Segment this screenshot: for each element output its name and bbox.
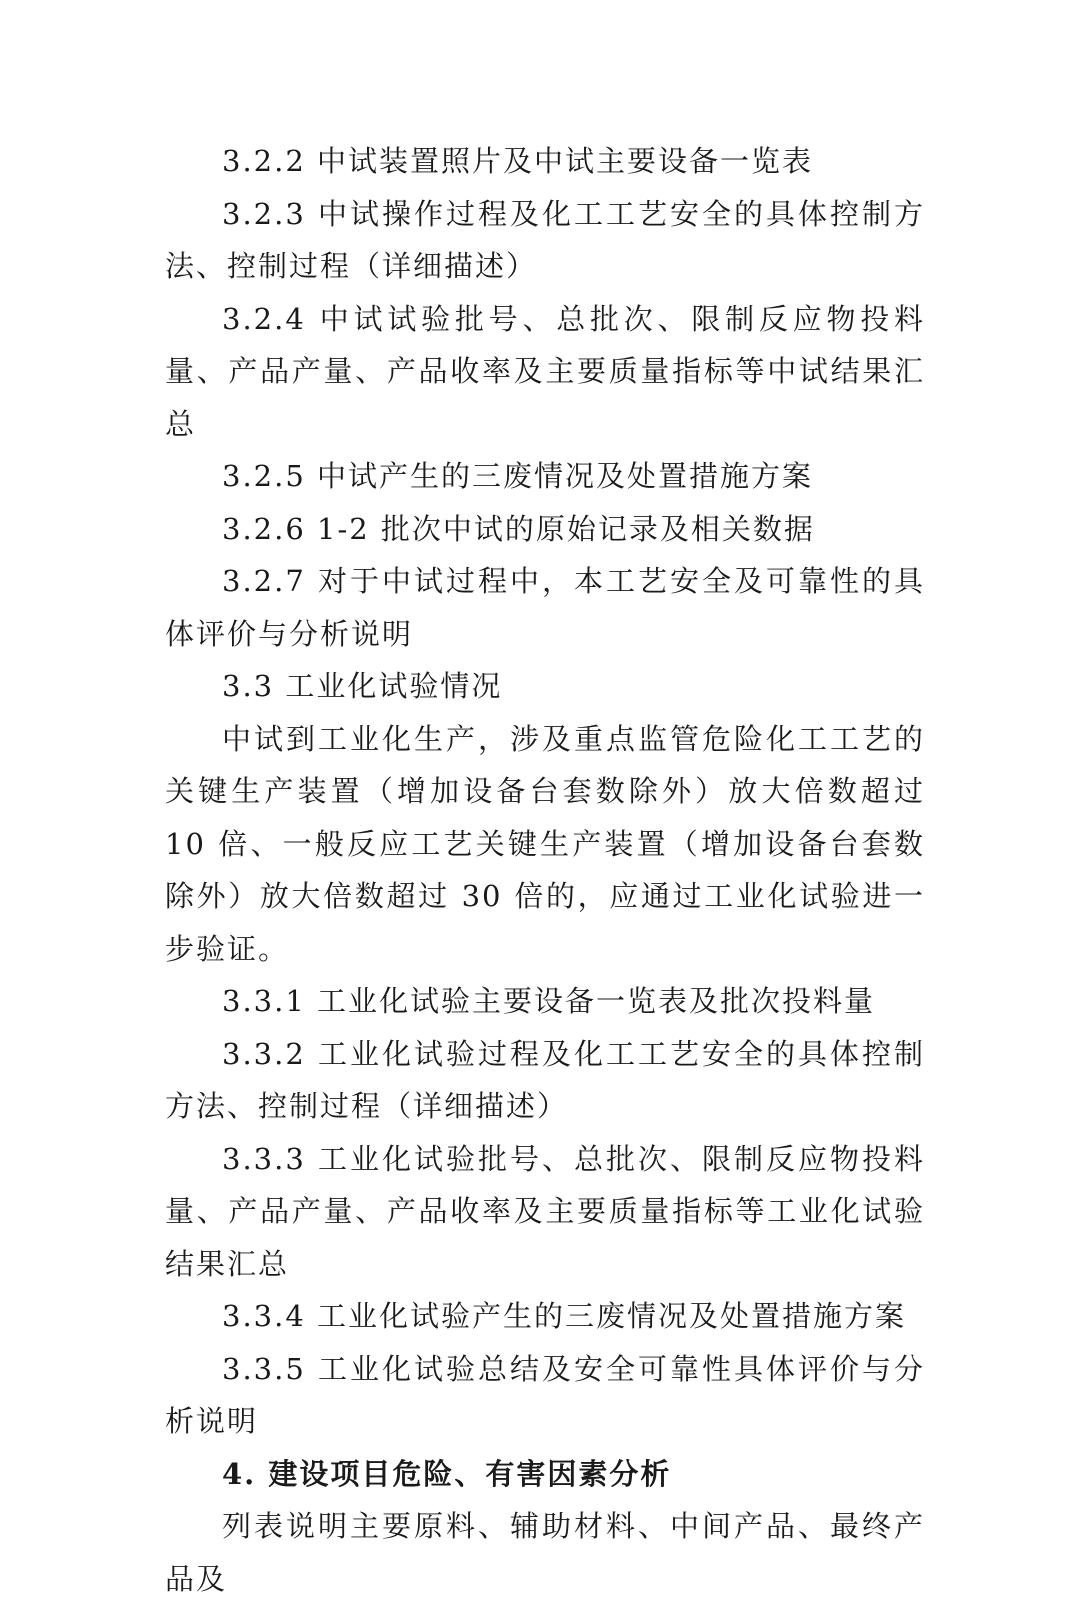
paragraph-3-2-3: 3.2.3 中试操作过程及化工工艺安全的具体控制方法、控制过程（详细描述）: [165, 196, 925, 283]
paragraph-3-3-title: 3.3 工业化试验情况: [222, 669, 503, 703]
section-4-heading: 4. 建设项目危险、有害因素分析: [222, 1456, 672, 1491]
paragraph-3-2-4: 3.2.4 中试试验批号、总批次、限制反应物投料量、产品产量、产品收率及主要质量指标等中试结果汇总: [165, 301, 925, 441]
paragraph-3-3-2: 3.3.2 工业化试验过程及化工工艺安全的具体控制方法、控制过程（详细描述）: [165, 1036, 925, 1123]
paragraph-3-2-7: 3.2.7 对于中试过程中，本工艺安全及可靠性的具体评价与分析说明: [165, 564, 925, 651]
paragraph-3-2-2: 3.2.2 中试装置照片及中试主要设备一览表: [222, 144, 814, 178]
paragraph-3-3-4: 3.3.4 工业化试验产生的三废情况及处置措施方案: [222, 1299, 907, 1333]
section-4-body: 列表说明主要原料、辅助材料、中间产品、最终产品及: [165, 1509, 925, 1596]
document-body: [165, 135, 925, 1605]
paragraph-3-3-1: 3.3.1 工业化试验主要设备一览表及批次投料量: [222, 984, 876, 1018]
paragraph-3-3-5: 3.3.5 工业化试验总结及安全可靠性具体评价与分析说明: [165, 1351, 925, 1438]
paragraph-3-3-3: 3.3.3 工业化试验批号、总批次、限制反应物投料量、产品产量、产品收率及主要质量指标等工业化试验结果汇总: [165, 1141, 925, 1281]
paragraph-3-2-5: 3.2.5 中试产生的三废情况及处置措施方案: [222, 459, 814, 493]
paragraph-3-2-6: 3.2.6 1-2 批次中试的原始记录及相关数据: [222, 511, 815, 546]
paragraph-3-3-body: 中试到工业化生产，涉及重点监管危险化工工艺的关键生产装置（增加设备台套数除外）放大倍数超过 10 倍、一般反应工艺关键生产装置（增加设备台套数除外）放大倍数超过 30 倍的，应通过工业化试验进一步验证。: [165, 721, 925, 966]
